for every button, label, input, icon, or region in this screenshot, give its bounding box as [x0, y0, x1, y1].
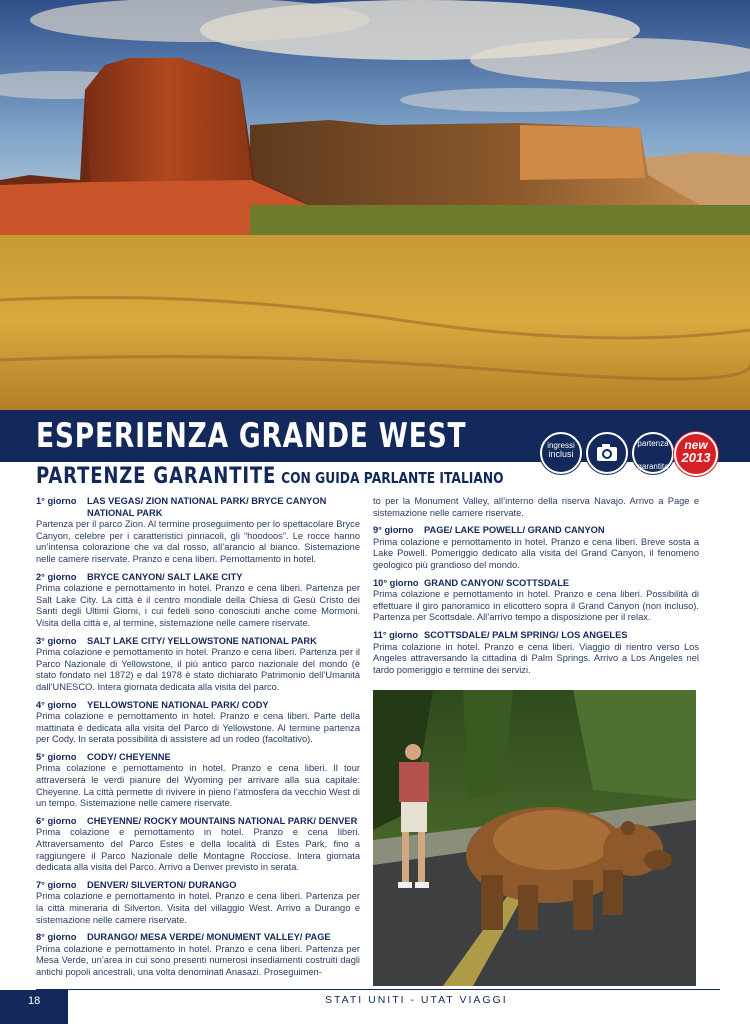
guaranteed-badge-line1: partenza: [637, 439, 669, 448]
day-route: DENVER/ SILVERTON/ DURANGO: [87, 879, 237, 890]
day-route: SALT LAKE CITY/ YELLOWSTONE NATIONAL PARK: [87, 635, 317, 646]
day-route: BRYCE CANYON/ SALT LAKE CITY: [87, 571, 243, 582]
day-route: PAGE/ LAKE POWELL/ GRAND CANYON: [424, 525, 605, 536]
day-number: 11° giorno: [373, 629, 419, 640]
day-route: LAS VEGAS/ ZION NATIONAL PARK/ BRYCE CANYON NATIONAL PARK: [87, 496, 327, 518]
day-route: DURANGO/ MESA VERDE/ MONUMENT VALLEY/ PAGE: [87, 932, 331, 943]
day-description: Prima colazione e pernottamento in hotel. Pranzo e cena liberi. Parte della mattinata è dedicata alla visita del Parco di Yellowstone. Al termine partenza per Cody. In serata possibilità di assistere ad un rodeo (facoltativo).: [36, 711, 360, 745]
day-description: Prima colazione e pernottamento in hotel. Pranzo e cena liberi. Partenza per Mesa Verde, un’area in cui sono presenti numerosi insediamenti costruiti dagli antichi popoli ancestrali, una volta denominati Anasazi. Proseguimen-: [36, 943, 360, 977]
day-description: Prima colazione e pernottamento in hotel. Pranzo e cena liberi. Breve sosta a Lake Powell. Pomeriggio dedicato alla visita del Grand Canyon, il fenomeno geologico più grandioso del mondo.: [373, 536, 699, 570]
day-description: Partenza per il parco Zion. Al termine proseguimento per lo spettacolare Bryce Canyon, celebre per i caratteristici pinnacoli, gli “hoodoos”. Le rocce hanno un’intensa colorazione che va dal rosso, all’arancio al bianco. Sistemazione nelle camere riservate. Pranzo e cena liberi. Pernottamento in hotel.: [36, 519, 360, 564]
itinerary-day: [36, 636, 360, 694]
day-8-continuation: to per la Monument Valley, all’interno della riserva Navajo. Arrivo a Page e sistemazione nelle camere riservate.: [373, 496, 699, 518]
day-route: GRAND CANYON/ SCOTTSDALE: [424, 577, 570, 588]
guaranteed-departure-badge: [632, 432, 674, 474]
guaranteed-badge-line2: garantita: [637, 462, 669, 471]
itinerary-day: [36, 880, 360, 926]
day-number: 6° giorno: [36, 815, 77, 826]
day-number: 9° giorno: [373, 525, 414, 536]
day-description: Prima colazione e pernottamento in hotel. Pranzo e cena liberi. Possibilità di effettuare il giro panoramico in elicottero sopra il Grand Canyon (non incluso). Partenza per Scottsdale. All’arrivo tempo a disposizione per il relax.: [373, 589, 699, 623]
page-number: 18: [28, 995, 41, 1007]
day-route: CHEYENNE/ ROCKY MOUNTAINS NATIONAL PARK/ DENVER: [87, 815, 358, 826]
new-2013-badge: [674, 432, 718, 476]
page-number-box: [0, 990, 68, 1024]
day-number: 4° giorno: [36, 699, 77, 710]
itinerary-day: [36, 752, 360, 810]
camera-icon: [586, 432, 628, 474]
day-number: 10° giorno: [373, 577, 419, 588]
itinerary-day: [36, 816, 360, 874]
page-subtitle: [36, 464, 504, 489]
new-badge-line2: 2013: [681, 450, 711, 465]
new-badge-line1: new: [684, 438, 708, 452]
bear-photo: [373, 690, 696, 986]
included-entries-badge: [540, 432, 582, 474]
day-number: 1° giorno: [36, 496, 77, 506]
day-route: YELLOWSTONE NATIONAL PARK/ CODY: [87, 699, 269, 710]
day-number: 3° giorno: [36, 635, 77, 646]
day-description: Prima colazione in hotel. Pranzo e cena liberi. Viaggio di rientro verso Los Angeles attraversando la cittadina di Palm Springs. Arrivo a Los Angeles nel tardo pomeriggio e termine dei servizi.: [373, 641, 699, 675]
day-number: 5° giorno: [36, 751, 77, 762]
itinerary-day: [36, 932, 360, 978]
day-number: 2° giorno: [36, 571, 77, 582]
included-badge-line2: inclusi: [548, 449, 574, 459]
itinerary-day: [373, 578, 699, 624]
day-number: 7° giorno: [36, 879, 77, 890]
itinerary-day: [373, 630, 699, 676]
footer-publication: STATI UNITI - UTAT VIAGGI: [325, 994, 508, 1006]
itinerary-day: [36, 496, 360, 566]
day-route: SCOTTSDALE/ PALM SPRING/ LOS ANGELES: [424, 629, 628, 640]
footer-divider: [36, 989, 720, 990]
hero-photo-monument-valley: [0, 0, 750, 410]
subtitle-main: PARTENZE GARANTITE: [36, 464, 277, 489]
day-description: Prima colazione e pernottamento in hotel. Pranzo e cena liberi. Il tour attraverserà le verdi pianure del Wyoming per arrivare alla sua capitale: Cheyenne. La città permette di rivivere in pieno l’atmosfera da vecchio West di un tempo. Sistemazione nelle camere riservate.: [36, 763, 360, 809]
itinerary-day: [36, 700, 360, 746]
day-route: CODY/ CHEYENNE: [87, 751, 171, 762]
included-badge-line1: ingressi: [547, 441, 575, 450]
itinerary-day: [36, 572, 360, 630]
day-description: Prima colazione e pernottamento in hotel. Pranzo e cena liberi. Partenza per la città mineraria di Silverton. Visita del villaggio West. Arrivo a Durango e sistemazione nelle camere riservate.: [36, 891, 360, 925]
itinerary-left-column: [36, 496, 360, 985]
itinerary-right-column: [373, 496, 699, 682]
itinerary-day: [373, 525, 699, 571]
day-number: 8° giorno: [36, 932, 77, 943]
day-description: Prima colazione e pernottamento in hotel. Pranzo e cena liberi. Partenza per Salt Lake City. La città è il centro mondiale della Chiesa di Gesù Cristo dei Santi degli Ultimi Giorni, i cui fedeli sono conosciuti anche come Mormoni. Visita della città e, al termine, sistemazione nelle camere riservate.: [36, 583, 360, 628]
title-band: [0, 410, 750, 492]
page-title: ESPERIENZA GRANDE WEST: [36, 416, 467, 456]
day-description: Prima colazione e pernottamento in hotel. Pranzo e cena liberi. Partenza per il Parco Nazionale di Yellowstone, il più antico parco nazionale del mondo (è stato fondato nel 1872) e dal 1978 è stato dichiarato Patrimonio dell’Umanità dall’UNESCO. Intera giornata dedicata alla visita del parco.: [36, 647, 360, 692]
day-description: Prima colazione e pernottamento in hotel. Pranzo e cena liberi. Attraversamento del Parco Estes e della località di Estes Park, fino a raggiungere il Parco Nazionale delle Montagne Rocciose. Intera giornata dedicata alla visita del Parco. Arrivo a Denver previsto in serata.: [36, 827, 360, 873]
subtitle-rest: CON GUIDA PARLANTE ITALIANO: [281, 469, 504, 487]
